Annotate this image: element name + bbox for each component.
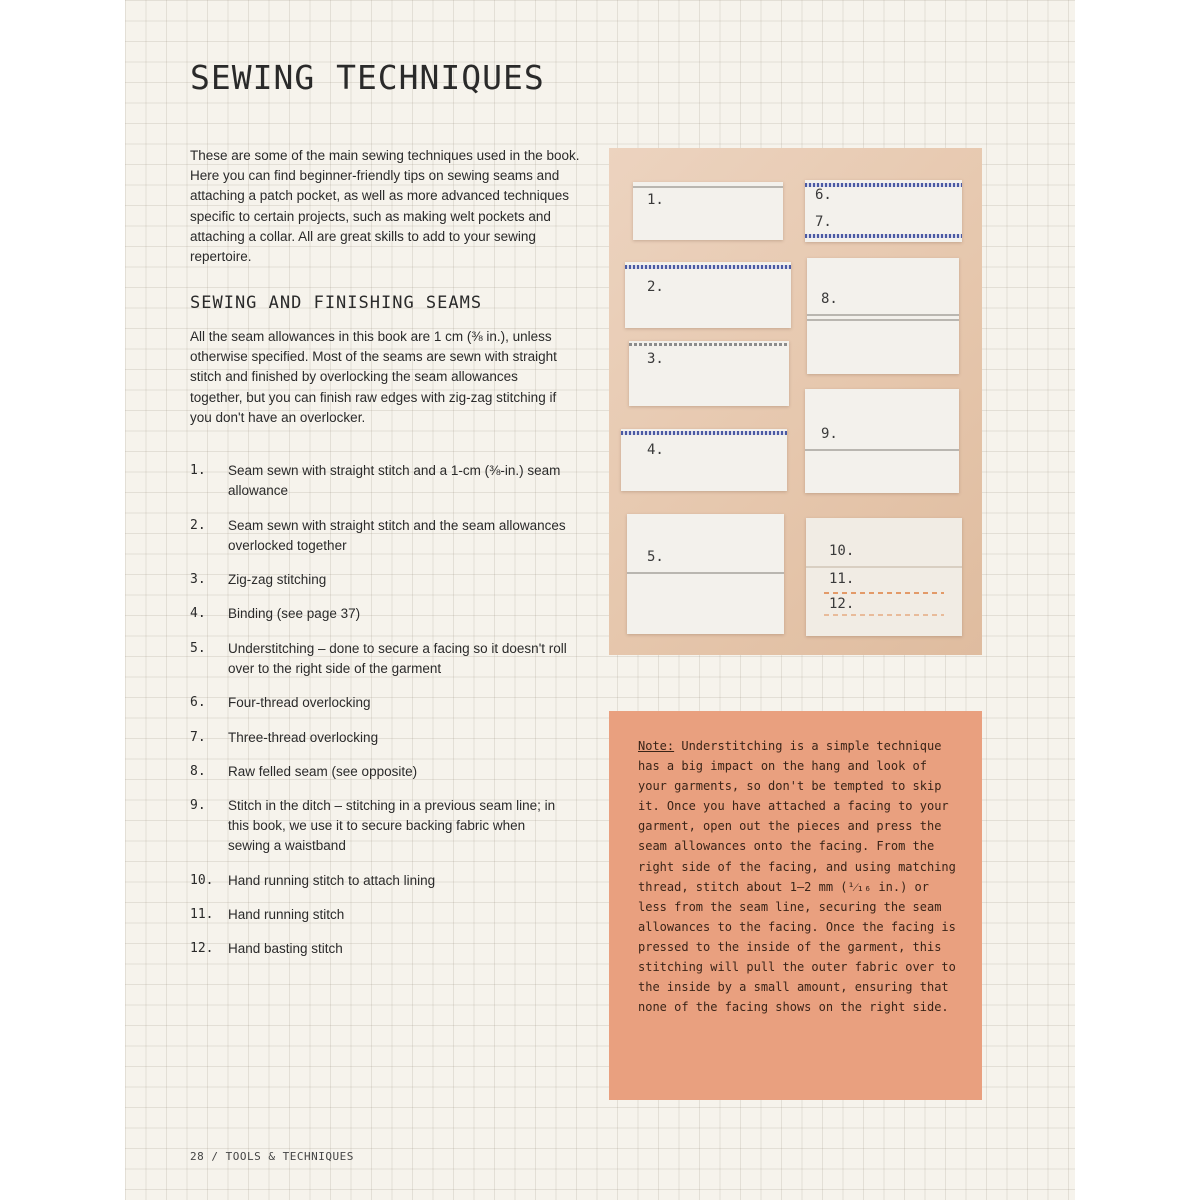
- page-footer: 28 / TOOLS & TECHNIQUES: [190, 1150, 354, 1163]
- photo-label: 11.: [829, 571, 855, 587]
- section-heading: SEWING AND FINISHING SEAMS: [190, 293, 483, 313]
- list-text: Hand running stitch to attach lining: [228, 873, 436, 888]
- list-number: 10.: [190, 873, 214, 888]
- list-number: 12.: [190, 941, 214, 956]
- fabric-swatch: [807, 258, 959, 374]
- list-text: Binding (see page 37): [228, 606, 361, 621]
- list-number: 2.: [190, 518, 206, 533]
- note-box: [609, 711, 982, 1100]
- photo-label: 1.: [647, 192, 664, 208]
- seam-line: [805, 449, 959, 451]
- list-number: 8.: [190, 764, 206, 779]
- seam-line: [621, 431, 787, 435]
- seam-line: [625, 265, 791, 269]
- list-number: 4.: [190, 606, 206, 621]
- photo-label: 9.: [821, 426, 838, 442]
- section-paragraph: All the seam allowances in this book are 1 cm (⅜ in.), unless otherwise specified. Most of the seams are sewn with straight stitch and finished by overlocking the seam allowances together, but you can finish raw edges with zig-zag stitching if you don't have an overlocker.: [190, 329, 557, 425]
- list-text: Raw felled seam (see opposite): [228, 764, 418, 779]
- list-text: Four-thread overlocking: [228, 695, 371, 710]
- seam-line: [629, 343, 789, 346]
- seam-line: [633, 186, 783, 188]
- seam-line: [824, 592, 944, 594]
- list-number: 11.: [190, 907, 214, 922]
- list-text: Hand running stitch: [228, 907, 345, 922]
- seam-line: [627, 572, 784, 574]
- page-title: SEWING TECHNIQUES: [190, 58, 545, 97]
- photo-label: 10.: [829, 543, 855, 559]
- list-text: Three-thread overlocking: [228, 730, 379, 745]
- list-text: Understitching – done to secure a facing so it doesn't roll over to the right side of the garment: [228, 641, 567, 677]
- fabric-swatch: [625, 262, 791, 328]
- seam-line: [824, 614, 944, 616]
- list-number: 3.: [190, 572, 206, 587]
- list-text: Seam sewn with straight stitch and a 1-cm (⅜-in.) seam allowance: [228, 463, 561, 499]
- list-text: Zig-zag stitching: [228, 572, 327, 587]
- photo-label: 12.: [829, 596, 855, 612]
- seam-line: [807, 314, 959, 316]
- list-number: 9.: [190, 798, 206, 813]
- list-text: Seam sewn with straight stitch and the seam allowances overlocked together: [228, 518, 566, 554]
- photo-label: 7.: [815, 214, 832, 230]
- note-label: Note:: [638, 739, 675, 753]
- list-number: 5.: [190, 641, 206, 656]
- note-body: Understitching is a simple technique has a big impact on the hang and look of your garments, so don't be tempted to skip it. Once you have attached a facing to your garment, open out the pieces and press the seam allowances onto the facing. From the right side of the facing, and using matching thread, stitch about 1–2 mm (¹⁄₁₆ in.) or less from the seam line, securing the seam allowances to the facing. Once the facing is pressed to the inside of the garment, this stitching will pull the outer fabric over to the inside by a small amount, ensuring that none of the facing shows on the right side.: [638, 739, 956, 1015]
- list-number: 1.: [190, 463, 206, 478]
- intro-paragraph: These are some of the main sewing techniques used in the book. Here you can find beginner-friendly tips on sewing seams and attaching a patch pocket, as well as more advanced techniques specific to certain projects, such as making welt pockets and attaching a collar. All are great skills to add to your sewing repertoire.: [190, 148, 580, 265]
- photo-label: 8.: [821, 291, 838, 307]
- photo-label: 6.: [815, 187, 832, 203]
- seam-line: [805, 234, 962, 238]
- fabric-samples-photo: [609, 148, 982, 655]
- photo-label: 3.: [647, 351, 664, 367]
- seam-line: [806, 566, 962, 568]
- list-text: Stitch in the ditch – stitching in a previous seam line; in this book, we use it to secure backing fabric when sewing a waistband: [228, 798, 556, 854]
- fabric-swatch: [627, 514, 784, 634]
- seam-line: [807, 319, 959, 321]
- list-text: Hand basting stitch: [228, 941, 343, 956]
- fabric-swatch: [621, 429, 787, 491]
- photo-label: 4.: [647, 442, 664, 458]
- list-number: 7.: [190, 730, 206, 745]
- note-text: [638, 736, 958, 1017]
- photo-label: 5.: [647, 549, 664, 565]
- photo-label: 2.: [647, 279, 664, 295]
- list-number: 6.: [190, 695, 206, 710]
- fabric-swatch: [633, 182, 783, 240]
